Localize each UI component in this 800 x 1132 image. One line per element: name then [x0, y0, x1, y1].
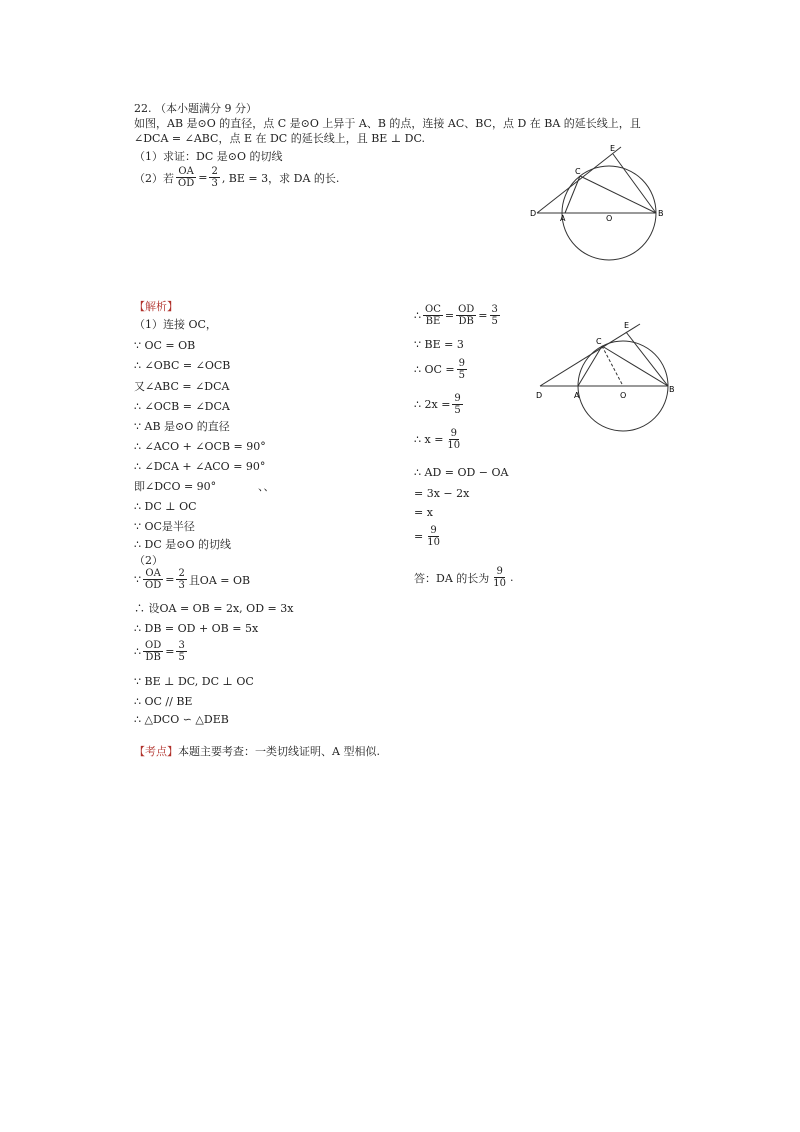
- right-line: = 3x − 2x: [414, 487, 470, 500]
- solution-line: ∵ OC = OB: [134, 339, 196, 352]
- right-final-value: = $\frac{9}{10}$: [414, 525, 440, 548]
- ratio-line-b: ∴ $\frac{OD}{DB}$ = $\frac{3}{5}$: [134, 640, 185, 663]
- solution-line: 即∠DCO = 90°: [134, 480, 217, 493]
- label-D: D: [536, 391, 543, 400]
- kaodian-text: 本题主要考查：一类切线证明、A 型相似.: [178, 745, 380, 758]
- solution-line: ∵ AB 是⊙O 的直径: [134, 420, 230, 433]
- solution-figure: [530, 318, 680, 438]
- right-x-value: ∴ x = $\frac{9}{10}$: [414, 428, 461, 451]
- solution-line: ∴ ∠OBC = ∠OCB: [134, 359, 231, 372]
- solution-line: ∵ BE ⊥ DC, DC ⊥ OC: [134, 675, 254, 688]
- problem-part-1: （1）求证：DC 是⊙O 的切线: [134, 150, 283, 163]
- solution-line: ∴ △DCO ∽ △DEB: [134, 713, 229, 726]
- answer-line: 答：DA 的长为 $\frac{9}{10}$ .: [414, 566, 514, 589]
- solution-line: ∴ DC ⊥ OC: [134, 500, 197, 513]
- label-E: E: [610, 144, 616, 153]
- solution-line: （1）连接 OC，: [134, 318, 217, 331]
- solution-line: ∴ ∠ACO + ∠OCB = 90°: [134, 440, 266, 453]
- problem-figure: [525, 140, 675, 265]
- solution-heading: 【解析】: [134, 300, 178, 313]
- right-line: ∴ AD = OD − OA: [414, 466, 509, 479]
- stray-mark: 、、: [258, 480, 275, 493]
- label-A: A: [574, 391, 580, 400]
- solution-line: ∵ OC是半径: [134, 520, 195, 533]
- right-2x-value: ∴ 2x = $\frac{9}{5}$: [414, 393, 461, 416]
- solution-line: ∴ OC // BE: [134, 695, 193, 708]
- solution-line: ∴ DB = OD + OB = 5x: [134, 622, 259, 635]
- label-C: C: [596, 337, 602, 346]
- kaodian-tag: 【考点】: [134, 745, 178, 758]
- solution-line: ∴ ∠OCB = ∠DCA: [134, 400, 230, 413]
- label-O: O: [606, 214, 613, 223]
- problem-line-1: 如图，AB 是⊙O 的直径，点 C 是⊙O 上异于 A、B 的点，连接 AC、BC，点 D 在 BA 的延长线上，且: [134, 117, 641, 130]
- label-C: C: [575, 167, 581, 176]
- label-O: O: [620, 391, 627, 400]
- solution-line: ∴ DC 是⊙O 的切线: [134, 538, 231, 551]
- problem-header: 22. （本小题满分 9 分）: [134, 102, 257, 115]
- label-B: B: [669, 385, 675, 394]
- part2-fraction: $\frac{OA}{OD}$: [178, 166, 195, 189]
- ratio-line-a: ∵ $\frac{OA}{OD}$ = $\frac{2}{3}$ 且OA = OB: [134, 568, 251, 591]
- right-line: = x: [414, 506, 433, 519]
- solution-line: ∴ 设OA = OB = 2x, OD = 3x: [134, 602, 294, 615]
- right-oc-value: ∴ OC = $\frac{9}{5}$: [414, 358, 466, 381]
- solution-line: （2）: [134, 554, 163, 567]
- right-line: ∵ BE = 3: [414, 338, 464, 351]
- part2-prefix: （2）若: [134, 171, 174, 185]
- kaodian-row: [134, 745, 380, 759]
- problem-line-2: ∠DCA = ∠ABC，点 E 在 DC 的延长线上，且 BE ⊥ DC.: [134, 132, 426, 145]
- part2-ratio: $\frac{2}{3}$: [211, 166, 218, 189]
- label-D: D: [530, 209, 537, 218]
- solution-line: 又∠ABC = ∠DCA: [134, 380, 230, 393]
- label-A: A: [560, 214, 566, 223]
- label-B: B: [658, 209, 664, 218]
- right-ratio-chain: ∴ $\frac{OC}{BE}$ = $\frac{OD}{DB}$ = $\frac{3}{5}$: [414, 304, 498, 327]
- solution-line: ∴ ∠DCA + ∠ACO = 90°: [134, 460, 266, 473]
- problem-part-2: （2）若 $\frac{OA}{OD}$ = $\frac{2}{3}$ , BE = 3，求 DA 的长.: [134, 166, 340, 189]
- label-E: E: [624, 321, 630, 330]
